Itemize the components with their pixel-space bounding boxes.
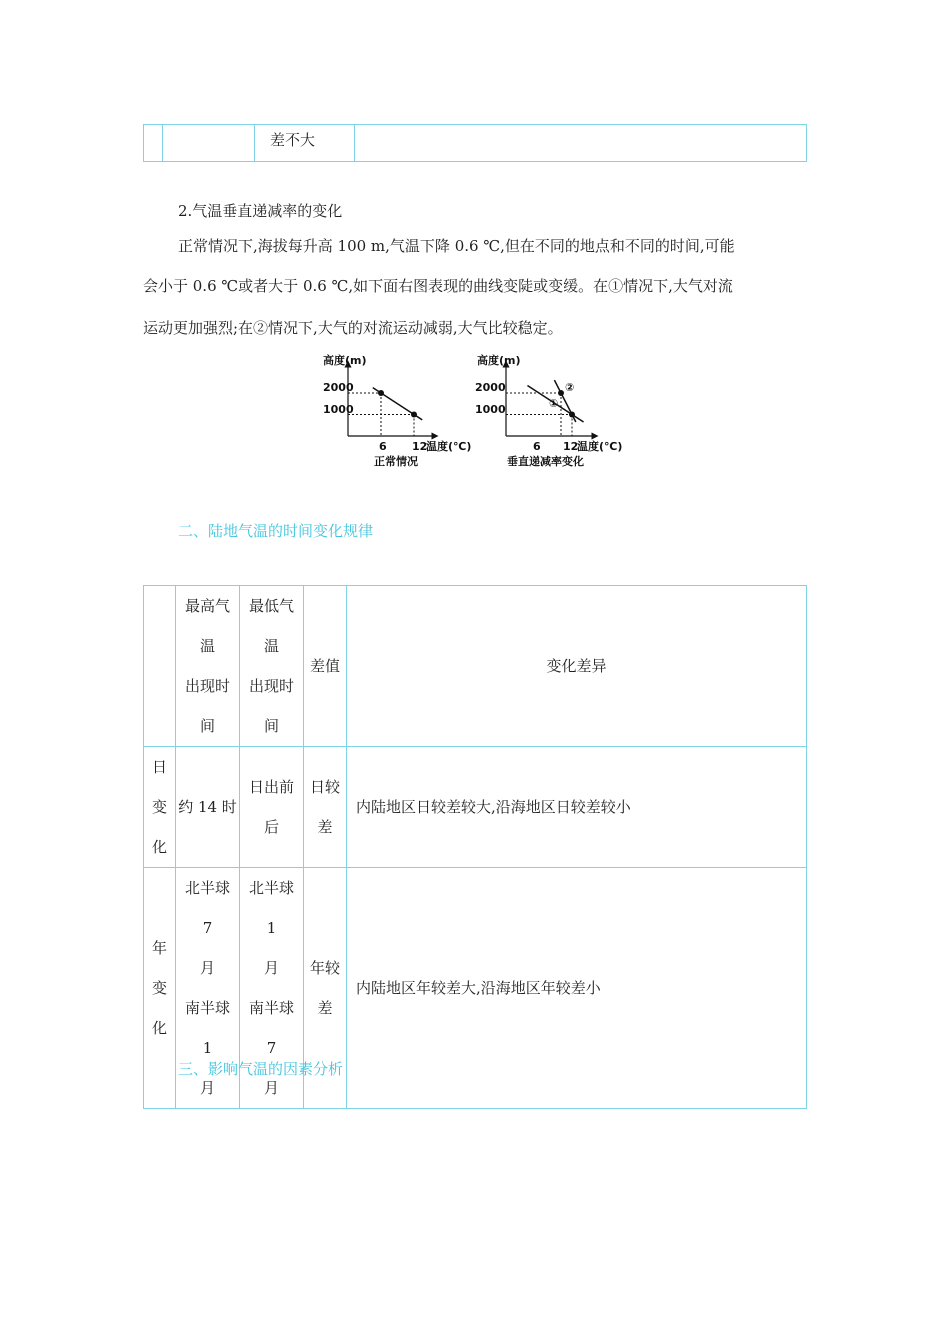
table-divider: [254, 125, 255, 161]
x-tick-label: 12: [563, 440, 579, 453]
table-divider: [354, 125, 355, 161]
cell-min-time: 北半球 1 月 南半球 7 月: [240, 868, 304, 1109]
header-variation: 变化差异: [347, 586, 807, 747]
x-tick-label: 12: [412, 440, 428, 453]
section-title: 2.气温垂直递减率的变化: [178, 202, 343, 220]
data-point: [378, 390, 384, 396]
y-tick-label: 2000: [323, 381, 354, 394]
y-tick-label: 1000: [475, 403, 506, 416]
cell-max-time: 北半球 7 月 南半球 1 月: [176, 868, 240, 1109]
normal-lapse-chart: [315, 352, 475, 472]
y-tick-label: 2000: [475, 381, 506, 394]
chart-caption: 正常情况: [374, 455, 418, 468]
table-cell: 差不大: [270, 131, 316, 149]
header-min-temp: 最低气 温 出现时 间: [240, 586, 304, 747]
cell-min-time: 日出前 后: [240, 747, 304, 868]
series-label: ①: [549, 397, 559, 410]
row-label: 年 变 化: [144, 868, 176, 1109]
data-point: [558, 390, 564, 396]
data-point: [411, 412, 417, 418]
paragraph-line: 运动更加强烈;在②情况下,大气的对流运动减弱,大气比较稳定。: [143, 319, 563, 337]
paragraph-line: 会小于 0.6 ℃或者大于 0.6 ℃,如下面右图表现的曲线变陡或变缓。在①情况下,大气对流: [143, 277, 733, 295]
table-row: [144, 747, 807, 868]
header-max-temp: 最高气 温 出现时 间: [176, 586, 240, 747]
x-axis-label: 温度(℃): [426, 440, 472, 453]
continuation-table: [143, 124, 807, 162]
lapse-variation-chart: [473, 352, 643, 472]
data-point: [569, 412, 575, 418]
paragraph-line: 正常情况下,海拔每升高 100 m,气温下降 0.6 ℃,但在不同的地点和不同的时间,可能: [178, 237, 735, 255]
section-heading: 二、陆地气温的时间变化规律: [178, 522, 374, 540]
x-tick-label: 6: [379, 440, 387, 453]
section-heading: 三、影响气温的因素分析: [178, 1060, 344, 1078]
cell-variation: 内陆地区日较差较大,沿海地区日较差较小: [347, 747, 807, 868]
y-axis-label: 高度(m): [477, 354, 521, 367]
series-label: ②: [565, 381, 575, 394]
row-label: 日 变 化: [144, 747, 176, 868]
cell-max-time: 约 14 时: [176, 747, 240, 868]
x-tick-label: 6: [533, 440, 541, 453]
y-axis-label: 高度(m): [323, 354, 367, 367]
temperature-variation-table: [143, 585, 807, 1109]
header-diff: 差值: [304, 586, 347, 747]
x-axis-label: 温度(℃): [577, 440, 623, 453]
y-tick-label: 1000: [323, 403, 354, 416]
chart-caption: 垂直递减率变化: [507, 455, 584, 468]
cell-diff: 日较 差: [304, 747, 347, 868]
table-divider: [162, 125, 163, 161]
table-header-row: [144, 586, 807, 747]
cell-variation: 内陆地区年较差大,沿海地区年较差小: [347, 868, 807, 1109]
cell-diff: 年较 差: [304, 868, 347, 1109]
table-header-cell: [144, 586, 176, 747]
